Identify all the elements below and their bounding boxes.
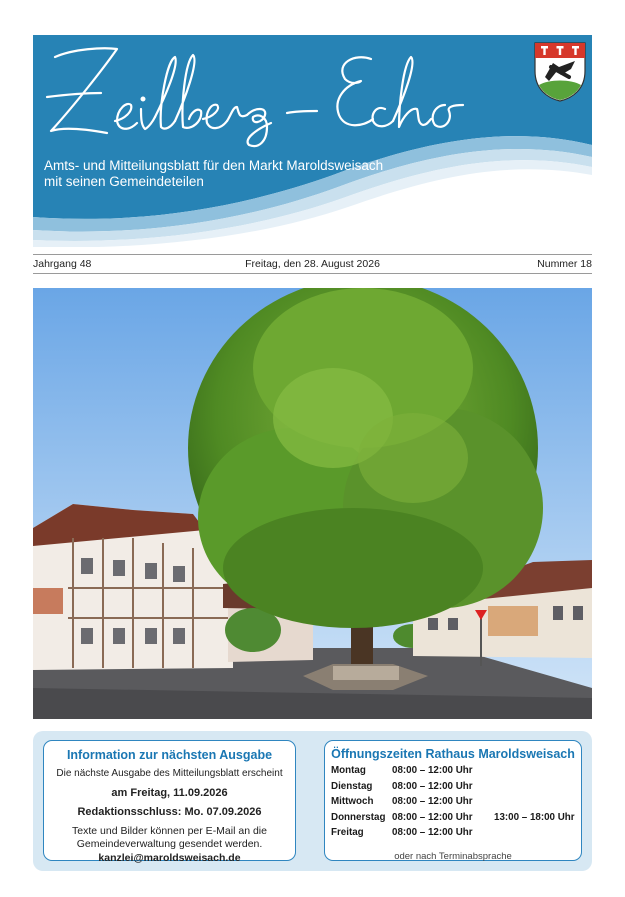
hours-morning: 08:00 – 12:00 Uhr (392, 780, 473, 792)
issue-number: Nummer 18 (537, 258, 592, 270)
hours-day: Mittwoch (331, 796, 374, 807)
next-issue-box (43, 740, 296, 864)
issue-volume: Jahrgang 48 (33, 258, 92, 270)
contact-email-link[interactable]: kanzlei@maroldsweisach.de (98, 852, 241, 864)
appointment-note: oder nach Terminabsprache (394, 851, 512, 862)
next-issue-heading: Information zur nächsten Ausgabe (66, 748, 273, 762)
hours-day: Donnerstag (331, 811, 386, 823)
hours-row (331, 781, 577, 797)
hours-day: Freitag (331, 827, 364, 838)
linden-tree (188, 288, 543, 628)
hours-row (331, 827, 577, 843)
opening-hours-heading: Öffnungszeiten Rathaus Maroldsweisach (331, 747, 575, 761)
masthead-title (33, 35, 493, 150)
hours-morning: 08:00 – 12:00 Uhr (392, 827, 473, 838)
hours-afternoon: 13:00 – 18:00 Uhr (494, 811, 575, 823)
coat-of-arms-icon (533, 41, 587, 103)
hours-row (331, 812, 577, 828)
hours-row (331, 765, 577, 781)
hours-row (331, 796, 577, 812)
next-issue-line-1: Die nächste Ausgabe des Mitteilungsblatt erscheint (56, 768, 283, 779)
next-issue-line-5: Gemeindeverwaltung gesendet werden. (76, 838, 263, 850)
hours-morning: 08:00 – 12:00 Uhr (392, 796, 473, 807)
opening-hours-box (324, 740, 582, 861)
hours-day: Montag (331, 765, 366, 776)
cover-photo (33, 288, 592, 719)
opening-hours-table (331, 765, 577, 843)
subtitle-line-1: Amts- und Mitteilungsblatt für den Markt Maroldsweisach (44, 158, 384, 173)
info-panel (33, 731, 592, 871)
hours-morning: 08:00 – 12:00 Uhr (392, 765, 473, 776)
issue-info-bar (33, 254, 592, 274)
masthead (33, 35, 592, 247)
hours-morning: 08:00 – 12:00 Uhr (392, 811, 473, 823)
hours-day: Dienstag (331, 780, 373, 792)
next-issue-line-4: Texte und Bilder können per E-Mail an die (72, 825, 267, 837)
masthead-subtitle (44, 158, 383, 190)
next-issue-date: am Freitag, 11.09.2026 (111, 787, 228, 799)
issue-date: Freitag, den 28. August 2026 (245, 258, 380, 270)
subtitle-line-2: mit seinen Gemeindeteilen (44, 174, 204, 189)
editorial-deadline: Redaktionsschluss: Mo. 07.09.2026 (77, 806, 262, 818)
